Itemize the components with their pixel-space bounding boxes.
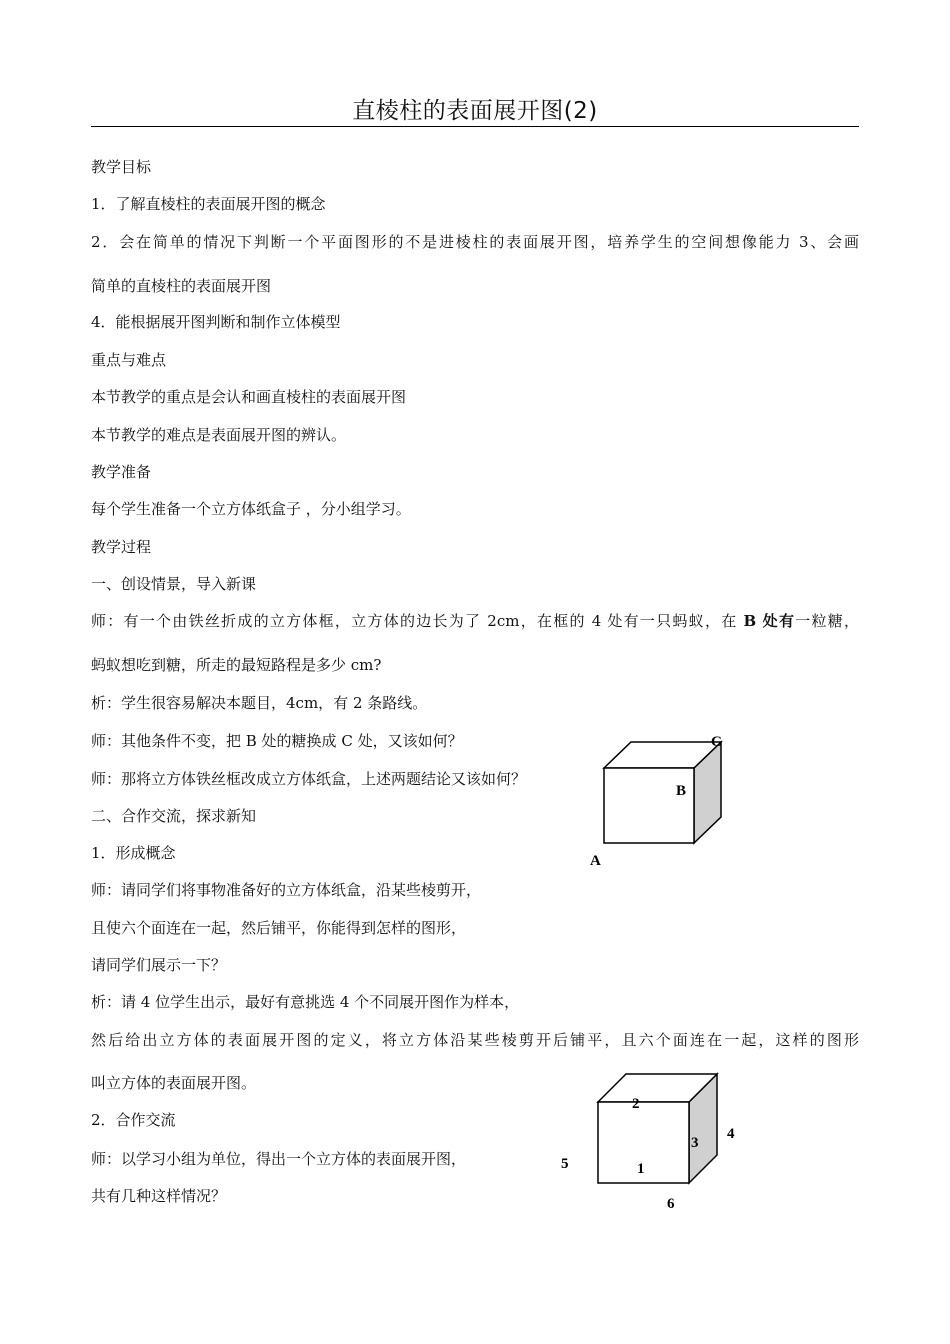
teacher-instruction-2: 且使六个面连在一起，然后铺平，你能得到怎样的图形， — [91, 919, 467, 937]
objective-2: 2．会在简单的情况下判断一个平面图形的不是进棱柱的表面展开图，培养学生的空间想像能力 3、会画 — [91, 233, 859, 251]
page-title: 直棱柱的表面展开图(2) — [352, 98, 598, 124]
question-bold-text: B 处有 — [743, 612, 796, 630]
face-label-2: 2 — [632, 1096, 640, 1112]
face-label-4: 4 — [727, 1126, 735, 1142]
step-2-heading: 二、合作交流，探求新知 — [91, 807, 257, 825]
vertex-label-c: C — [711, 734, 722, 750]
vertex-label-b: B — [676, 783, 687, 799]
teacher-instruction-3: 请同学们展示一下？ — [91, 956, 227, 974]
cube-front-face — [604, 768, 694, 843]
teacher-instruction-1: 师：请同学们将事物准备好的立方体纸盒，沿某些棱剪开， — [91, 881, 482, 899]
analysis-1: 析：学生很容易解决本题目，4cm，有 2 条路线。 — [91, 694, 428, 712]
cooperation-heading: 2．合作交流 — [91, 1111, 176, 1129]
teacher-question-1 — [91, 611, 859, 631]
section-heading-objectives: 教学目标 — [91, 158, 152, 176]
step-1-heading: 一、创设情景，导入新课 — [91, 575, 257, 593]
section-heading-preparation: 教学准备 — [91, 463, 152, 481]
vertex-label-a: A — [590, 853, 601, 869]
question-text-end: 一粒糖， — [795, 612, 859, 630]
teacher-task-question: 共有几种这样情况？ — [91, 1187, 227, 1205]
definition-text-cont: 叫立方体的表面展开图。 — [91, 1074, 257, 1092]
teacher-question-2: 师：其他条件不变，把 B 处的糖换成 C 处，又该如何？ — [91, 732, 463, 750]
objective-3-cont: 简单的直棱柱的表面展开图 — [91, 277, 272, 295]
question-text: 师：有一个由铁丝折成的立方体框，立方体的边长为了 2cm，在框的 4 处有一只蚂蚁，在 — [91, 612, 744, 630]
definition-text: 然后给出立方体的表面展开图的定义，将立方体沿某些棱剪开后铺平，且六个面连在一起，这样的图形 — [91, 1031, 859, 1049]
concept-heading: 1．形成概念 — [91, 844, 176, 862]
face-label-5: 5 — [561, 1156, 569, 1172]
objective-4: 4．能根据展开图判断和制作立体模型 — [91, 313, 341, 331]
difficult-point: 本节教学的难点是表面展开图的辨认。 — [91, 426, 347, 444]
face-label-3: 3 — [691, 1135, 699, 1151]
teacher-question-3: 师：那将立方体铁丝框改成立方体纸盒，上述两题结论又该如何？ — [91, 770, 527, 788]
face-label-6: 6 — [667, 1196, 675, 1212]
title-underline — [91, 126, 859, 127]
section-heading-process: 教学过程 — [91, 538, 152, 556]
teacher-task: 师：以学习小组为单位，得出一个立方体的表面展开图， — [91, 1150, 467, 1168]
cube-figure-numbered-faces — [550, 1065, 750, 1225]
analysis-2: 析：请 4 位学生出示，最好有意挑选 4 个不同展开图作为样本， — [91, 993, 520, 1011]
face-label-1: 1 — [637, 1161, 645, 1177]
section-heading-key-points: 重点与难点 — [91, 351, 167, 369]
cube-figure-abc — [580, 725, 740, 875]
key-point: 本节教学的重点是会认和画直棱柱的表面展开图 — [91, 388, 407, 406]
preparation-text: 每个学生准备一个立方体纸盒子 ，分小组学习。 — [91, 500, 411, 518]
teacher-question-1-cont: 蚂蚁想吃到糖，所走的最短路程是多少 cm? — [91, 656, 382, 674]
objective-1: 1．了解直棱柱的表面展开图的概念 — [91, 195, 326, 213]
